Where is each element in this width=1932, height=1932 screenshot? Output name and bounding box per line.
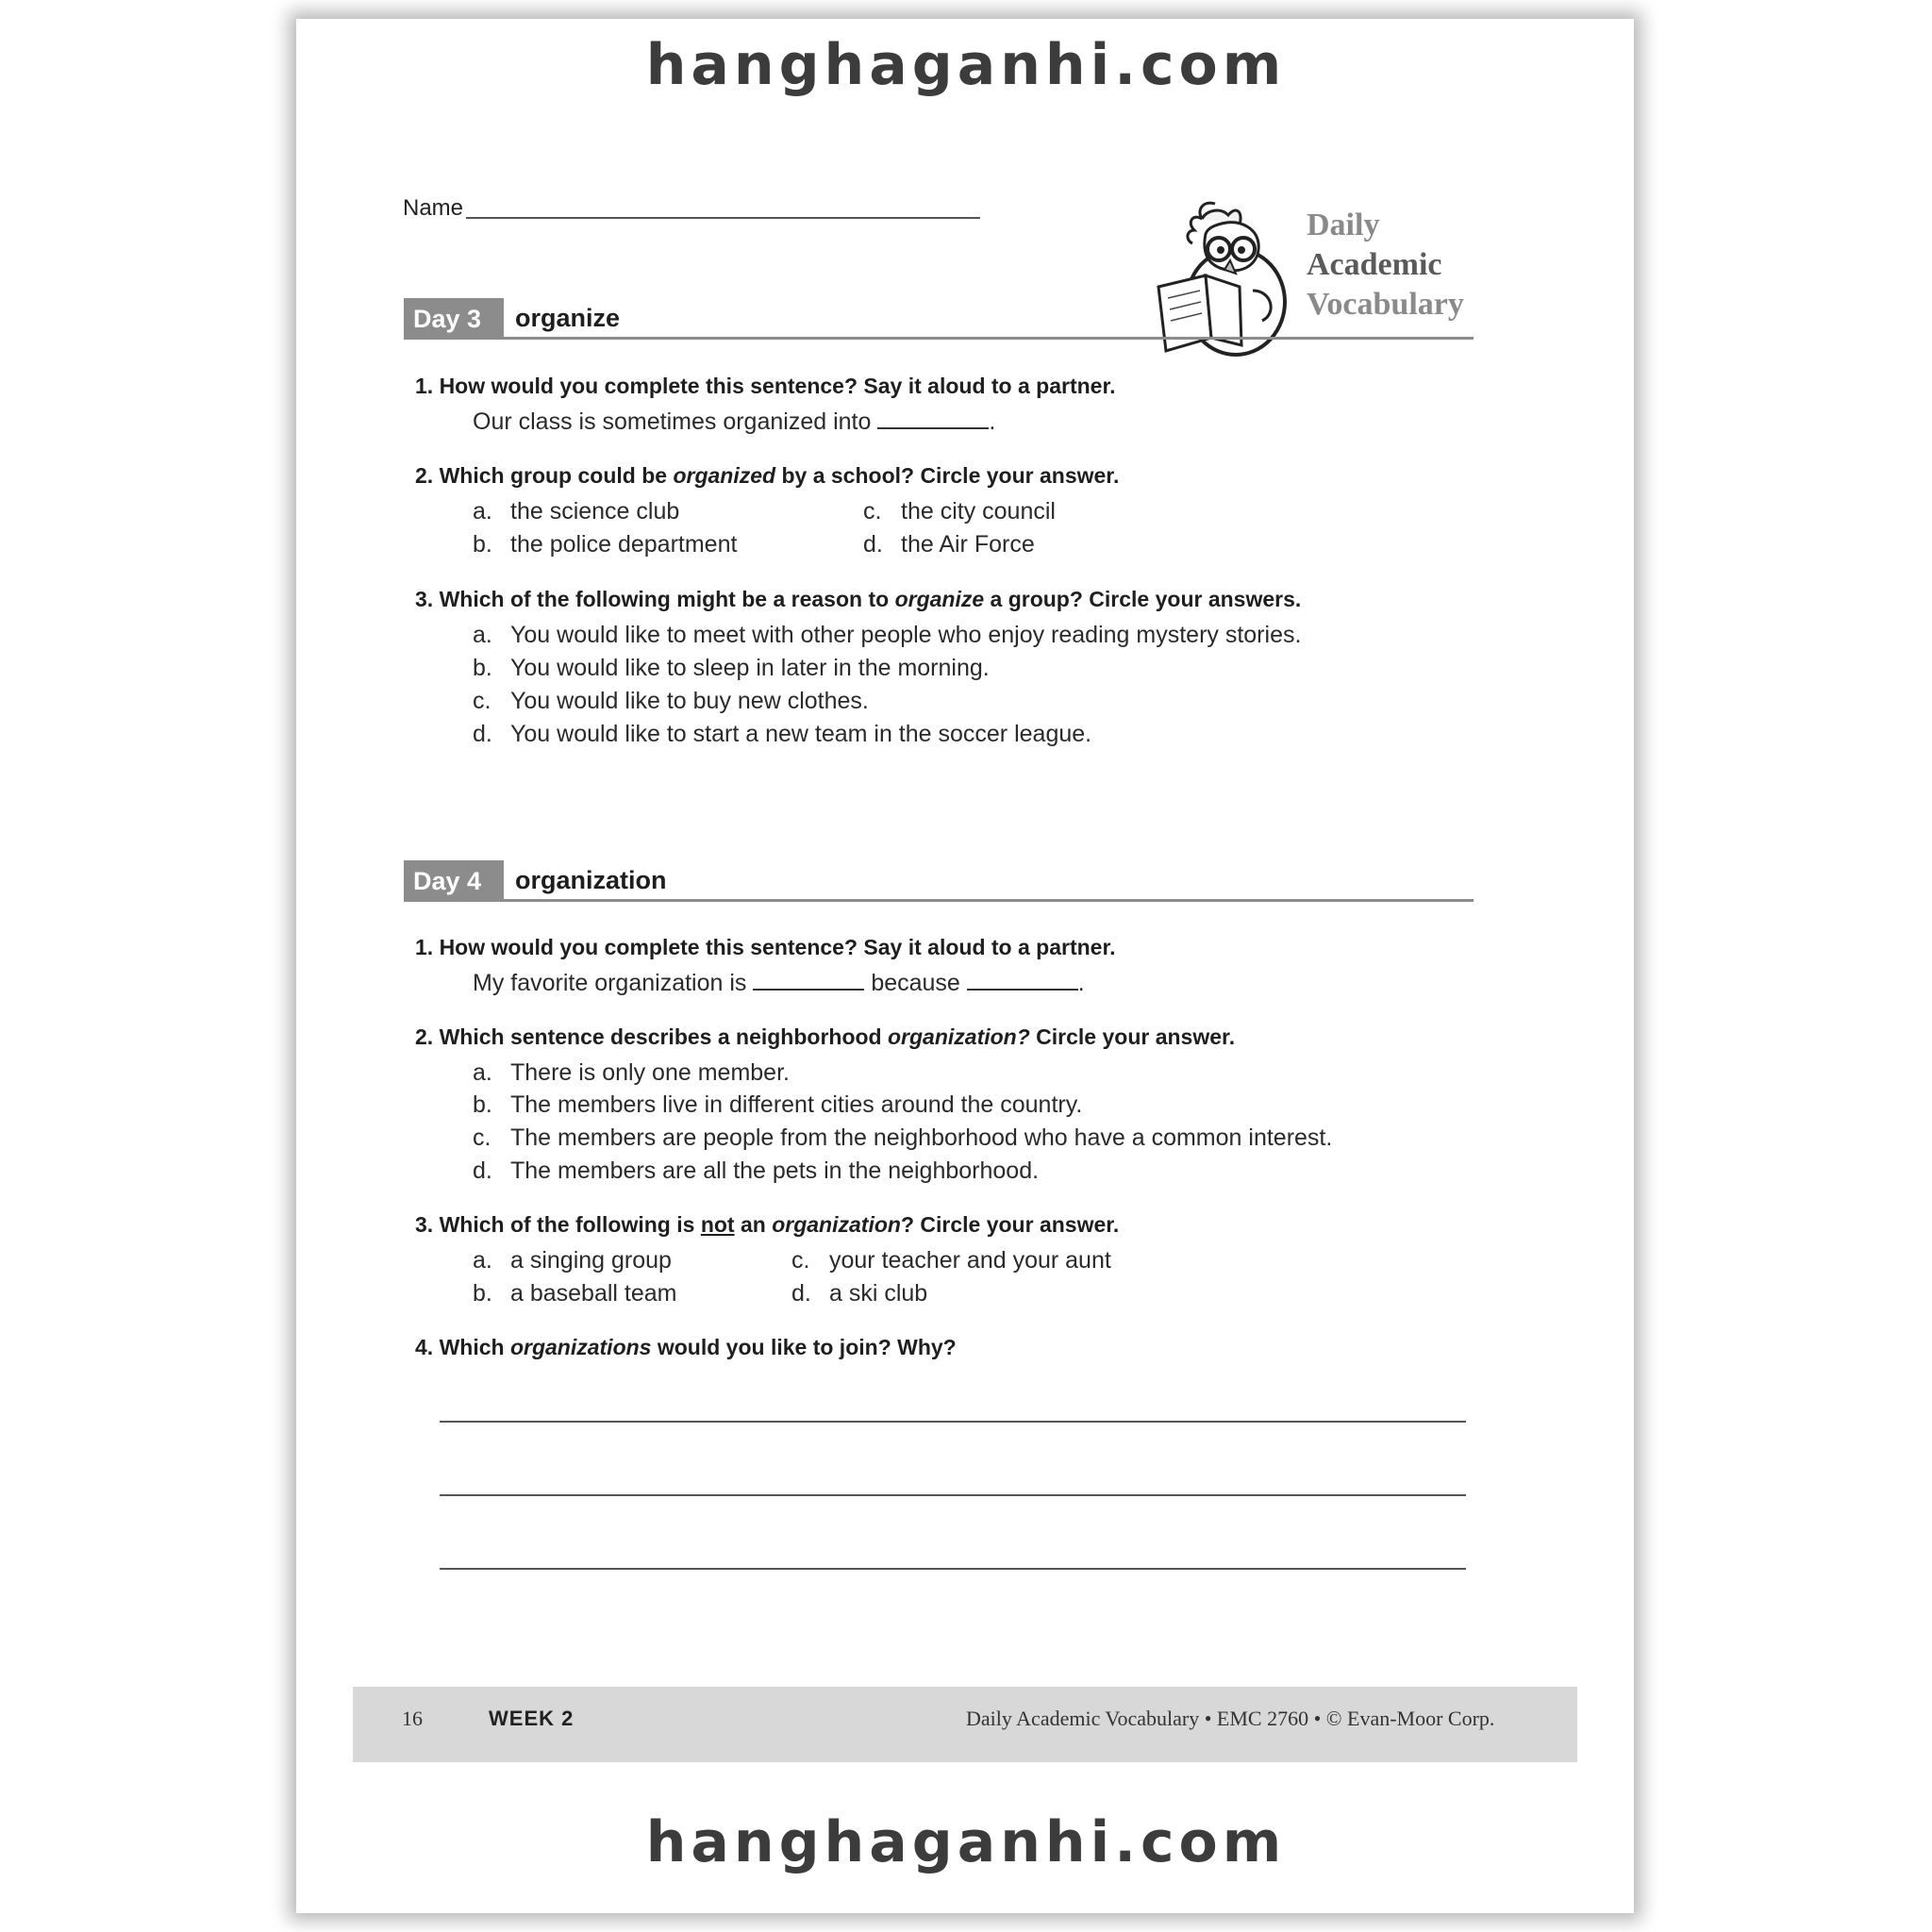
- day4-q1-question: 1. How would you complete this sentence? Say it aloud to a partner.: [415, 935, 1116, 959]
- option-letter: b.: [473, 1091, 492, 1118]
- logo-line-academic: Academic: [1307, 247, 1442, 282]
- q-text: an: [734, 1212, 773, 1237]
- q-text: 2. Which group could be: [415, 463, 674, 488]
- day4-q1-sentence: [473, 970, 1085, 997]
- day4-q2-option-d[interactable]: [473, 1158, 1039, 1185]
- option-letter: b.: [473, 655, 492, 681]
- q-emphasis: organization: [772, 1212, 901, 1237]
- day3-q3-option-a[interactable]: [473, 622, 1301, 649]
- q-text: by a school? Circle your answer.: [775, 463, 1120, 488]
- option-text: You would like to sleep in later in the morning.: [510, 655, 990, 681]
- q-emphasis: organization?: [888, 1024, 1030, 1049]
- day3-q2-question: [415, 463, 1119, 489]
- day3-q3-question: [415, 587, 1301, 612]
- option-letter: d.: [473, 721, 492, 747]
- option-letter: d.: [473, 1158, 492, 1184]
- watermark-top: hanghaganhi.com: [645, 32, 1287, 98]
- q-text: a group? Circle your answers.: [984, 587, 1302, 611]
- option-text: The members are people from the neighborhood who have a common interest.: [510, 1124, 1333, 1151]
- sentence-text: because: [871, 970, 960, 996]
- day3-q1-sentence: [473, 408, 995, 436]
- option-letter: a.: [473, 622, 492, 648]
- option-letter: d.: [863, 531, 883, 558]
- q-emphasis: organize: [894, 587, 985, 611]
- name-line: [466, 217, 980, 219]
- day3-q1-sentence-text: Our class is sometimes organized into: [473, 408, 872, 435]
- q-text: would you like to join? Why?: [651, 1335, 957, 1359]
- day3-q2-option-b[interactable]: [473, 531, 737, 558]
- day3-q3-option-b[interactable]: [473, 655, 990, 682]
- logo-line-vocabulary: Vocabulary: [1307, 287, 1464, 322]
- week-label: WEEK 2: [489, 1707, 575, 1730]
- option-letter: c.: [791, 1247, 810, 1274]
- option-text: The members are all the pets in the neighborhood.: [510, 1158, 1040, 1184]
- option-text: You would like to meet with other people who enjoy reading mystery stories.: [510, 622, 1302, 648]
- option-text: the police department: [510, 531, 738, 558]
- day4-q3-option-a[interactable]: [473, 1247, 672, 1274]
- day3-q2-option-c[interactable]: [863, 498, 1056, 525]
- option-text: a singing group: [510, 1247, 672, 1274]
- q-text: ? Circle your answer.: [900, 1212, 1120, 1237]
- period: .: [989, 408, 996, 435]
- day4-q3-option-d[interactable]: [791, 1280, 927, 1307]
- day4-q2-option-b[interactable]: [473, 1091, 1082, 1119]
- option-text: a ski club: [829, 1280, 928, 1307]
- answer-write-line[interactable]: [440, 1568, 1466, 1570]
- option-text: the science club: [510, 498, 680, 525]
- period: .: [1077, 970, 1085, 996]
- day4-q2-option-c[interactable]: [473, 1124, 1332, 1152]
- name-label: Name: [403, 195, 464, 221]
- owl-reading-book-icon: [1149, 196, 1311, 358]
- q-emphasis: organizations: [509, 1335, 652, 1359]
- option-text: the Air Force: [901, 531, 1035, 558]
- option-letter: c.: [863, 498, 882, 525]
- day4-q3-option-b[interactable]: [473, 1280, 677, 1307]
- day-3-word: organize: [515, 304, 621, 332]
- page-number: 16: [402, 1707, 423, 1730]
- option-text: your teacher and your aunt: [829, 1247, 1111, 1274]
- logo-line-daily: Daily: [1307, 208, 1380, 242]
- logo-text: [1307, 206, 1464, 325]
- q-text: 2. Which sentence describes a neighborhood: [415, 1024, 888, 1049]
- option-text: a baseball team: [510, 1280, 677, 1307]
- answer-write-line[interactable]: [440, 1421, 1466, 1423]
- option-letter: b.: [473, 531, 492, 558]
- day3-q2-option-d[interactable]: [863, 531, 1035, 558]
- day-4-word: organization: [515, 866, 667, 894]
- option-letter: b.: [473, 1280, 492, 1307]
- option-letter: a.: [473, 498, 492, 525]
- day3-q3-option-c[interactable]: [473, 688, 869, 715]
- day-3-rule: [504, 337, 1474, 340]
- answer-blank[interactable]: [877, 408, 989, 429]
- option-letter: d.: [791, 1280, 811, 1307]
- day-4-badge: Day 4: [404, 860, 504, 902]
- option-letter: a.: [473, 1247, 492, 1274]
- q-text: Circle your answer.: [1029, 1024, 1236, 1049]
- day4-q4-question: [415, 1335, 957, 1360]
- q-underline: not: [700, 1212, 735, 1237]
- day-4-rule: [504, 899, 1474, 902]
- day4-q2-option-a[interactable]: [473, 1059, 790, 1087]
- answer-blank[interactable]: [967, 970, 1078, 991]
- answer-blank[interactable]: [753, 970, 864, 991]
- option-text: The members live in different cities around the country.: [510, 1091, 1083, 1118]
- day3-q3-option-d[interactable]: [473, 721, 1091, 748]
- day3-q1-question: 1. How would you complete this sentence? Say it aloud to a partner.: [415, 374, 1116, 398]
- day4-q3-option-c[interactable]: [791, 1247, 1111, 1274]
- footer-credit: Daily Academic Vocabulary • EMC 2760 • © Evan-Moor Corp.: [966, 1707, 1495, 1730]
- day4-q2-question: [415, 1024, 1235, 1050]
- option-text: There is only one member.: [510, 1059, 790, 1086]
- option-text: You would like to buy new clothes.: [510, 688, 869, 714]
- day3-q2-option-a[interactable]: [473, 498, 679, 525]
- day4-q3-question: [415, 1212, 1119, 1238]
- option-letter: a.: [473, 1059, 492, 1086]
- sentence-text: My favorite organization is: [473, 970, 747, 996]
- option-text: the city council: [901, 498, 1056, 525]
- option-letter: c.: [473, 1124, 491, 1151]
- q-text: 3. Which of the following might be a reason to: [415, 587, 895, 611]
- q-text: 3. Which of the following is: [415, 1212, 701, 1237]
- q-emphasis: organized: [673, 463, 776, 488]
- watermark-bottom: hanghaganhi.com: [645, 1809, 1287, 1875]
- option-text: You would like to start a new team in the soccer league.: [510, 721, 1092, 747]
- q-text: 4. Which: [415, 1335, 510, 1359]
- answer-write-line[interactable]: [440, 1494, 1466, 1496]
- day-3-badge: Day 3: [404, 298, 504, 340]
- option-letter: c.: [473, 688, 491, 714]
